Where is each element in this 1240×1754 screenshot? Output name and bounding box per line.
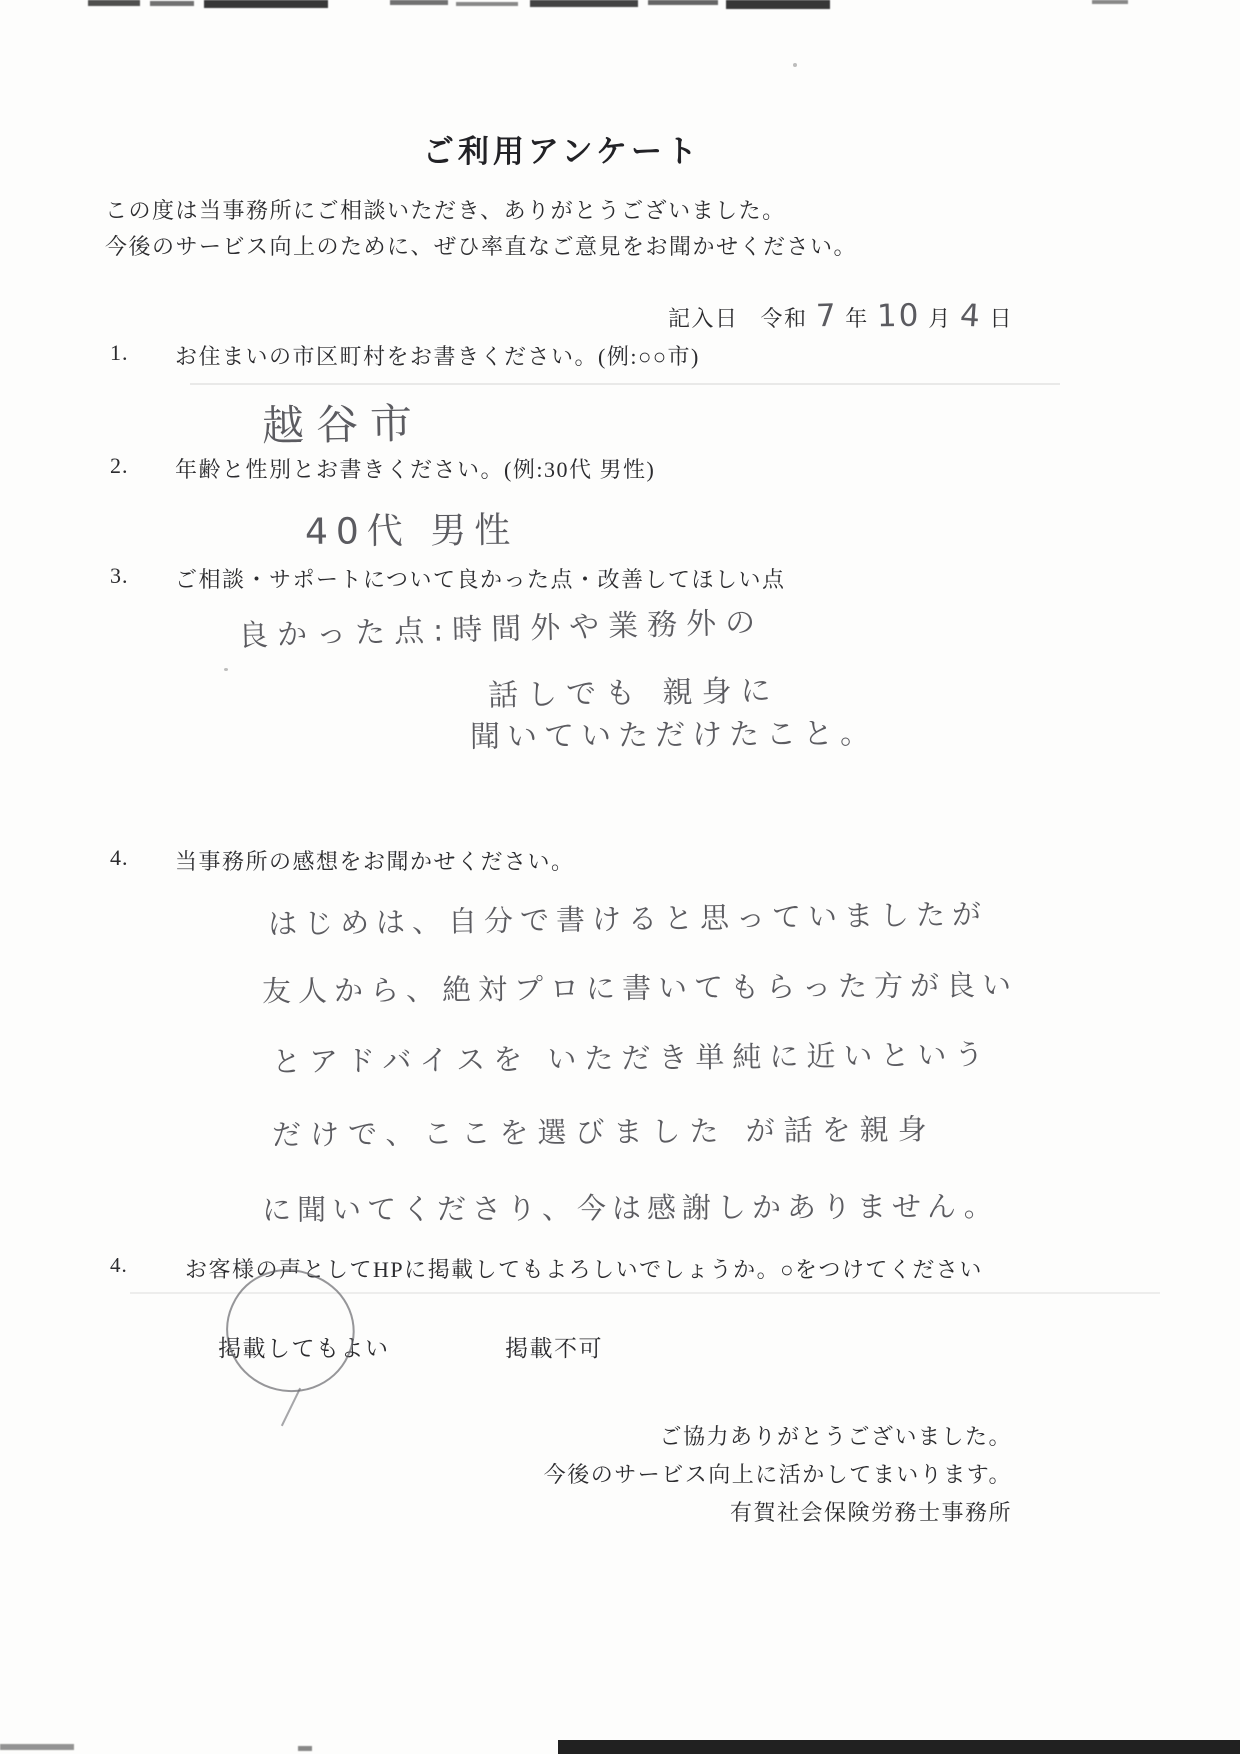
- scan-smudge: [648, 0, 718, 5]
- answer-3-line-1: 良かった点:時間外や業務外の: [237, 605, 765, 654]
- page-title: ご利用アンケート: [422, 134, 702, 169]
- answer-1-handwritten: 越谷市: [261, 398, 425, 451]
- question-2-number: 2.: [110, 453, 129, 478]
- answer-4-line-3: とアドバイスを いただき単純に近いという: [271, 1037, 992, 1079]
- answer-3-line-3: 聞いていただけたこと。: [469, 716, 878, 755]
- date-year-handwritten: 7: [814, 297, 838, 335]
- date-day-handwritten: 4: [958, 297, 983, 335]
- scan-speck: [793, 63, 797, 67]
- date-day-suffix: 日: [989, 306, 1013, 331]
- intro-line-1: この度は当事務所にご相談いただき、ありがとうございました。: [105, 198, 786, 223]
- question-5-text: お客様の声としてHPに掲載してもよろしいでしょうか。○をつけてください: [185, 1257, 983, 1282]
- date-era: 令和: [760, 306, 808, 331]
- question-1-number: 1.: [110, 340, 129, 365]
- date-month-suffix: 月: [928, 306, 952, 331]
- scan-smudge: [726, 0, 830, 9]
- date-year-suffix: 年: [845, 306, 869, 331]
- footer-line-2: 今後のサービス向上に活かしてまいります。: [543, 1462, 1012, 1487]
- scan-bar-bottom: [558, 1740, 1240, 1754]
- answer-4-line-5: に聞いてくださり、今は感謝しかありません。: [261, 1189, 999, 1227]
- scan-smudge: [390, 0, 448, 5]
- question-1-text: お住まいの市区町村をお書きください。(例:○○市): [175, 344, 700, 369]
- option-publish-ok: 掲載してもよい: [218, 1336, 390, 1361]
- date-row: [668, 298, 1013, 334]
- answer-4-line-4: だけで、ここを選びました が話を親身: [271, 1112, 936, 1152]
- scan-smudge: [1092, 0, 1128, 4]
- question-2-text: 年齢と性別とお書きください。(例:30代 男性): [175, 457, 656, 482]
- scan-smudge: [204, 0, 328, 8]
- question-3-text: ご相談・サポートについて良かった点・改善してほしい点: [175, 567, 786, 592]
- date-month-handwritten: 10: [876, 297, 921, 335]
- scan-smudge: [0, 1744, 74, 1750]
- intro-line-2: 今後のサービス向上のために、ぜひ率直なご意見をお聞かせください。: [105, 234, 858, 259]
- selection-circle-tail: [281, 1388, 301, 1427]
- scan-smudge: [456, 2, 518, 6]
- answer-4-line-2: 友人から、絶対プロに書いてもらった方が良い: [261, 967, 1019, 1009]
- scan-smudge: [88, 0, 140, 6]
- answer-2-handwritten: 40代 男性: [304, 510, 519, 553]
- scan-smudge: [530, 0, 638, 7]
- scan-smudge: [150, 1, 194, 6]
- scan-streak: [190, 383, 1060, 385]
- question-3-number: 3.: [110, 563, 129, 588]
- scan-smudge: [298, 1746, 312, 1751]
- question-4-number: 4.: [110, 845, 129, 870]
- footer-office-name: 有賀社会保険労務士事務所: [729, 1500, 1012, 1525]
- answer-4-line-1: はじめは、自分で書けると思っていましたが: [267, 896, 989, 942]
- option-publish-no: 掲載不可: [505, 1336, 603, 1361]
- answer-3-line-2: 話しでも 親身に: [487, 673, 780, 714]
- date-label: 記入日: [668, 306, 739, 331]
- question-5-number: 4.: [110, 1253, 128, 1277]
- scan-speck: [224, 668, 228, 671]
- footer-block: [544, 1418, 1012, 1532]
- question-4-text: 当事務所の感想をお聞かせください。: [175, 849, 575, 874]
- footer-line-1: ご協力ありがとうございました。: [659, 1424, 1012, 1449]
